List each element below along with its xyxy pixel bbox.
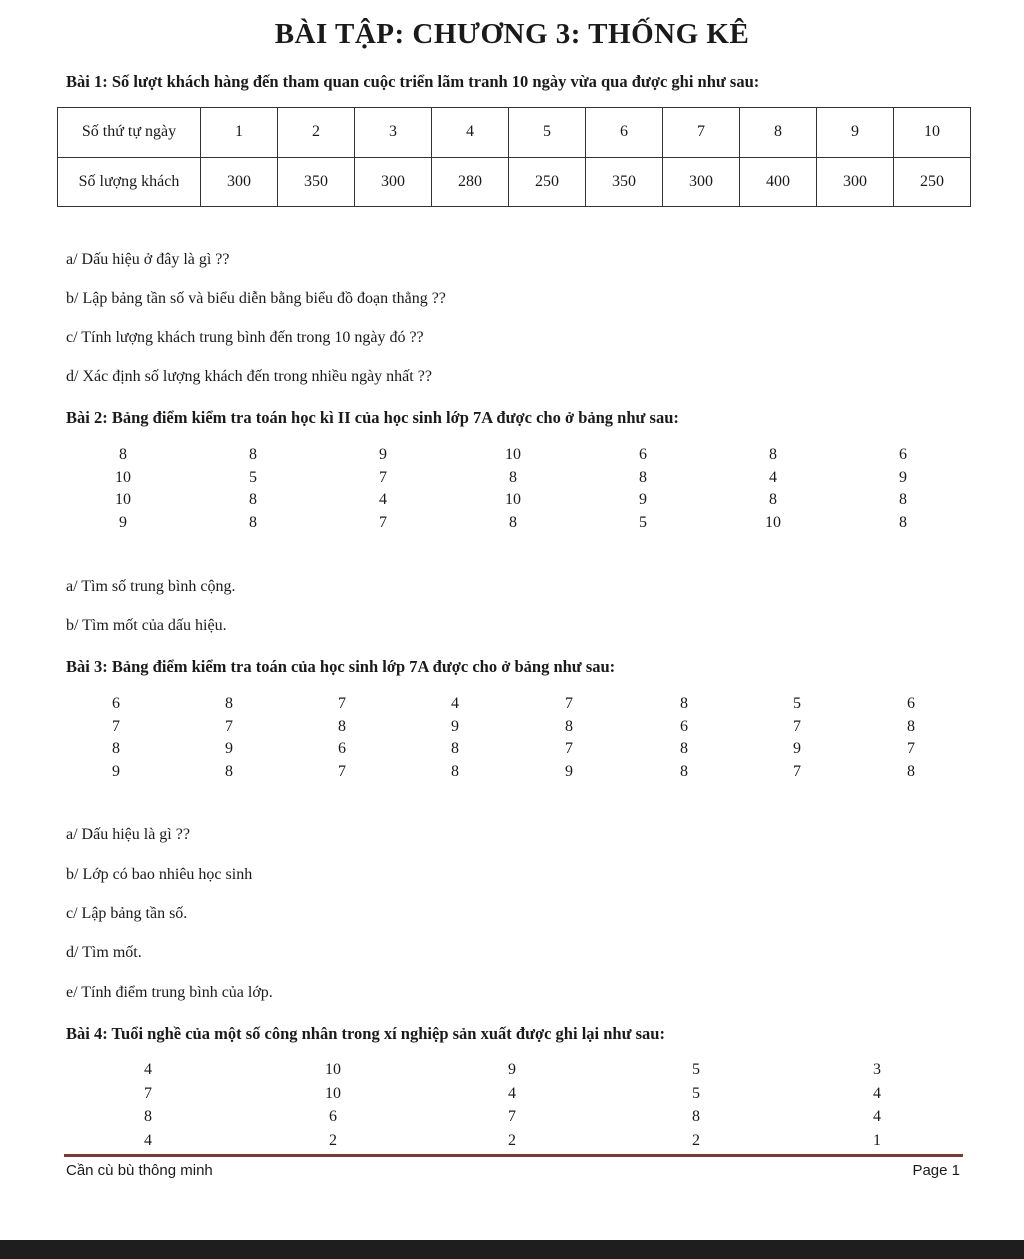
grid-value: 9: [565, 762, 573, 780]
grid-value: 7: [379, 468, 387, 486]
grid-value: 9: [112, 762, 120, 780]
bai4-heading: Bài 4: Tuổi nghề của một số công nhân trong xí nghiệp sản xuất được ghi lại như sau:: [66, 1024, 665, 1043]
bai1-table: [57, 107, 971, 207]
grid-value: 6: [112, 695, 120, 712]
grid-value: 3: [873, 1061, 881, 1078]
grid-value: 8: [769, 491, 777, 508]
table-cell: 10: [894, 108, 971, 158]
footer-slogan: Cần cù bù thông minh: [66, 1162, 213, 1179]
grid-value: 9: [508, 1061, 516, 1078]
grid-value: 4: [144, 1061, 152, 1078]
grid-value: 7: [144, 1084, 152, 1102]
table-row-label: Số thứ tự ngày: [58, 108, 201, 158]
table-row: [58, 157, 971, 207]
grid-value: 4: [379, 491, 387, 508]
grid-value: 8: [119, 446, 127, 463]
grid-value: 7: [112, 717, 120, 735]
grid-value: 10: [505, 491, 521, 508]
grid-value: 9: [451, 717, 459, 735]
grid-value: 7: [565, 695, 573, 712]
grid-value: 10: [765, 513, 781, 531]
table-cell: 300: [201, 157, 278, 207]
grid-value: 8: [680, 695, 688, 712]
table-cell: 350: [278, 157, 355, 207]
table-cell: 300: [355, 157, 432, 207]
grid-value: 8: [249, 446, 257, 463]
grid-value: 5: [639, 513, 647, 531]
question-item: b/ Lớp có bao nhiêu học sinh: [66, 866, 253, 883]
question-item: e/ Tính điểm trung bình của lớp.: [66, 984, 273, 1001]
grid-value: 8: [451, 740, 459, 757]
grid-value: 6: [907, 695, 915, 712]
grid-value: 10: [505, 446, 521, 463]
grid-value: 9: [119, 513, 127, 531]
grid-value: 5: [793, 695, 801, 712]
table-row: [58, 108, 971, 158]
grid-value: 8: [509, 513, 517, 531]
grid-value: 8: [509, 468, 517, 486]
table-cell: 400: [740, 157, 817, 207]
grid-value: 8: [899, 491, 907, 508]
grid-value: 10: [115, 491, 131, 508]
grid-value: 1: [873, 1131, 881, 1149]
grid-value: 9: [379, 446, 387, 463]
table-cell: 3: [355, 108, 432, 158]
grid-value: 7: [379, 513, 387, 531]
grid-value: 7: [338, 695, 346, 712]
grid-value: 8: [225, 762, 233, 780]
table-cell: 350: [586, 157, 663, 207]
grid-value: 8: [112, 740, 120, 757]
table-cell: 8: [740, 108, 817, 158]
grid-value: 8: [249, 513, 257, 531]
grid-value: 8: [639, 468, 647, 486]
question-item: b/ Tìm mốt của dấu hiệu.: [66, 617, 227, 634]
page-number: Page 1: [912, 1162, 960, 1179]
question-item: d/ Xác định số lượng khách đến trong nhiều ngày nhất ??: [66, 368, 432, 385]
table-cell: 300: [817, 157, 894, 207]
grid-value: 9: [793, 740, 801, 757]
grid-value: 8: [692, 1108, 700, 1125]
question-item: b/ Lập bảng tần số và biểu diễn bằng biểu đồ đoạn thẳng ??: [66, 290, 446, 307]
grid-value: 4: [144, 1131, 152, 1149]
table-cell: 250: [894, 157, 971, 207]
grid-value: 8: [899, 513, 907, 531]
question-item: a/ Dấu hiệu là gì ??: [66, 826, 190, 843]
grid-value: 10: [325, 1061, 341, 1078]
grid-value: 8: [907, 762, 915, 780]
grid-value: 9: [639, 491, 647, 508]
grid-value: 6: [338, 740, 346, 757]
grid-value: 4: [451, 695, 459, 712]
question-item: c/ Tính lượng khách trung bình đến trong 10 ngày đó ??: [66, 329, 424, 346]
table-row-label: Số lượng khách: [58, 157, 201, 207]
grid-value: 5: [692, 1084, 700, 1102]
grid-value: 10: [115, 468, 131, 486]
grid-value: 6: [680, 717, 688, 735]
question-item: d/ Tìm mốt.: [66, 944, 142, 961]
grid-value: 2: [508, 1131, 516, 1149]
grid-value: 7: [907, 740, 915, 757]
grid-value: 8: [565, 717, 573, 735]
bai1-heading: Bài 1: Số lượt khách hàng đến tham quan cuộc triển lãm tranh 10 ngày vừa qua được ghi như sau:: [66, 72, 760, 91]
page-title: BÀI TẬP: CHƯƠNG 3: THỐNG KÊ: [274, 18, 750, 50]
grid-value: 6: [639, 446, 647, 463]
grid-value: 8: [144, 1108, 152, 1125]
grid-value: 7: [508, 1108, 516, 1125]
table-cell: 5: [509, 108, 586, 158]
grid-value: 8: [451, 762, 459, 780]
question-item: a/ Tìm số trung bình cộng.: [66, 578, 236, 595]
grid-value: 4: [769, 468, 777, 486]
grid-value: 4: [873, 1084, 881, 1102]
grid-value: 4: [873, 1108, 881, 1125]
bai3-heading: Bài 3: Bảng điểm kiểm tra toán của học sinh lớp 7A được cho ở bảng như sau:: [66, 657, 616, 676]
table-cell: 1: [201, 108, 278, 158]
table-cell: 6: [586, 108, 663, 158]
grid-value: 8: [907, 717, 915, 735]
table-cell: 9: [817, 108, 894, 158]
grid-value: 8: [225, 695, 233, 712]
grid-value: 6: [899, 446, 907, 463]
table-cell: 7: [663, 108, 740, 158]
grid-value: 9: [899, 468, 907, 486]
grid-value: 2: [692, 1131, 700, 1149]
grid-value: 2: [329, 1131, 337, 1149]
grid-value: 7: [565, 740, 573, 757]
grid-value: 7: [225, 717, 233, 735]
question-item: c/ Lập bảng tần số.: [66, 905, 188, 922]
grid-value: 6: [329, 1108, 337, 1125]
grid-value: 4: [508, 1084, 516, 1102]
table-cell: 2: [278, 108, 355, 158]
footer-divider: [64, 1154, 963, 1157]
grid-value: 7: [338, 762, 346, 780]
grid-value: 8: [680, 762, 688, 780]
grid-value: 10: [325, 1084, 341, 1102]
grid-value: 9: [225, 740, 233, 757]
table-cell: 4: [432, 108, 509, 158]
table-cell: 280: [432, 157, 509, 207]
bai2-heading: Bài 2: Bảng điểm kiểm tra toán học kì II của học sinh lớp 7A được cho ở bảng như sau:: [66, 408, 679, 427]
table-cell: 300: [663, 157, 740, 207]
grid-value: 5: [249, 468, 257, 486]
grid-value: 7: [793, 762, 801, 780]
grid-value: 8: [249, 491, 257, 508]
grid-value: 8: [680, 740, 688, 757]
grid-value: 8: [338, 717, 346, 735]
grid-value: 5: [692, 1061, 700, 1078]
table-cell: 250: [509, 157, 586, 207]
grid-value: 7: [793, 717, 801, 735]
question-item: a/ Dấu hiệu ở đây là gì ??: [66, 251, 230, 268]
grid-value: 8: [769, 446, 777, 463]
